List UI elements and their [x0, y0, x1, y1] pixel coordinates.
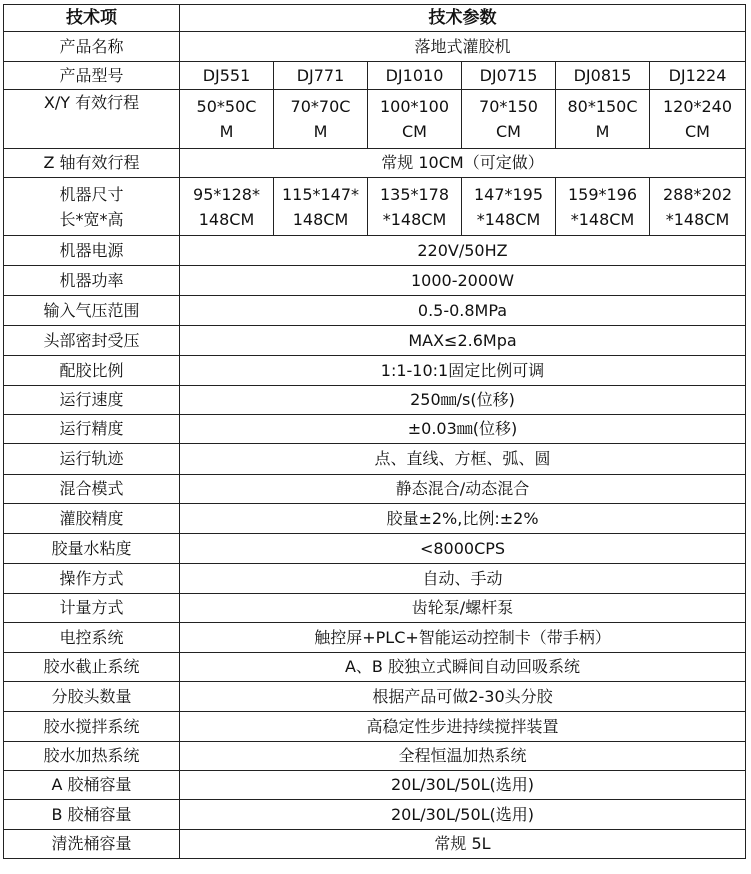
- spec-value: A、B 胶独立式瞬间自动回吸系统: [180, 653, 746, 682]
- product-name-row: [4, 32, 746, 62]
- model-cell: DJ1224: [650, 62, 746, 90]
- spec-row: [4, 386, 746, 415]
- machine-size-cell: [556, 178, 650, 236]
- xy-stroke-row: [4, 90, 746, 149]
- spec-label: 运行精度: [4, 415, 180, 444]
- spec-label: 清洗桶容量: [4, 830, 180, 859]
- machine-size-label-line: 长*宽*高: [59, 209, 124, 229]
- xy-stroke-line: 120*240: [662, 97, 733, 116]
- spec-label: 电控系统: [4, 623, 180, 653]
- spec-row: [4, 236, 746, 266]
- xy-stroke-line: M: [313, 122, 328, 141]
- spec-label: 胶量水粘度: [4, 534, 180, 564]
- xy-stroke-line: 70*150: [479, 97, 538, 116]
- machine-size-cell: [180, 178, 274, 236]
- machine-size-row: [4, 178, 746, 236]
- xy-stroke-line: M: [219, 122, 234, 141]
- machine-size-line: 135*178: [379, 184, 450, 204]
- xy-stroke-cell: [556, 90, 650, 149]
- spec-label: 输入气压范围: [4, 296, 180, 326]
- z-stroke-label: Z 轴有效行程: [4, 149, 180, 178]
- product-name-value: 落地式灌胶机: [180, 32, 746, 62]
- spec-value: 胶量±2%,比例:±2%: [180, 504, 746, 534]
- spec-row: [4, 415, 746, 444]
- spec-table: [3, 4, 746, 859]
- spec-label: 胶水搅拌系统: [4, 712, 180, 742]
- product-name-label: 产品名称: [4, 32, 180, 62]
- spec-row: [4, 742, 746, 771]
- spec-value: 1:1-10:1固定比例可调: [180, 356, 746, 386]
- z-stroke-value: 常规 10CM（可定做）: [180, 149, 746, 178]
- spec-label: 混合模式: [4, 475, 180, 504]
- model-cell: DJ0815: [556, 62, 650, 90]
- spec-label: 运行轨迹: [4, 444, 180, 475]
- spec-value: MAX≤2.6Mpa: [180, 326, 746, 356]
- spec-value: 20L/30L/50L(选用): [180, 771, 746, 800]
- spec-label: 操作方式: [4, 564, 180, 594]
- spec-label: 计量方式: [4, 594, 180, 623]
- spec-value: 1000-2000W: [180, 266, 746, 296]
- spec-value: ±0.03㎜(位移): [180, 415, 746, 444]
- xy-stroke-line: CM: [685, 122, 710, 141]
- spec-row: [4, 771, 746, 800]
- machine-size-cell: [368, 178, 462, 236]
- spec-row: [4, 444, 746, 475]
- spec-label: 配胶比例: [4, 356, 180, 386]
- spec-value: 250㎜/s(位移): [180, 386, 746, 415]
- header-item-cell: 技术项: [4, 5, 180, 32]
- spec-label: 胶水加热系统: [4, 742, 180, 771]
- model-cell: DJ0715: [462, 62, 556, 90]
- spec-value: <8000CPS: [180, 534, 746, 564]
- machine-size-cell: [274, 178, 368, 236]
- xy-stroke-line: CM: [402, 122, 427, 141]
- spec-value: 根据产品可做2-30头分胶: [180, 682, 746, 712]
- machine-size-cell: [650, 178, 746, 236]
- spec-label: 分胶头数量: [4, 682, 180, 712]
- spec-row: [4, 326, 746, 356]
- xy-stroke-cell: [274, 90, 368, 149]
- xy-stroke-cell: [180, 90, 274, 149]
- spec-row: [4, 266, 746, 296]
- spec-value: 高稳定性步进持续搅拌装置: [180, 712, 746, 742]
- spec-value: 常规 5L: [180, 830, 746, 859]
- spec-label: 胶水截止系统: [4, 653, 180, 682]
- spec-value: 静态混合/动态混合: [180, 475, 746, 504]
- spec-label: B 胶桶容量: [4, 800, 180, 830]
- machine-size-line: 148CM: [292, 209, 349, 229]
- spec-value: 齿轮泵/螺杆泵: [180, 594, 746, 623]
- machine-size-label: [4, 178, 180, 236]
- xy-stroke-line: 80*150C: [567, 97, 638, 116]
- spec-row: [4, 356, 746, 386]
- model-cell: DJ551: [180, 62, 274, 90]
- spec-row: [4, 534, 746, 564]
- machine-size-line: 115*147*: [281, 184, 360, 204]
- z-stroke-row: [4, 149, 746, 178]
- machine-size-line: 288*202: [662, 184, 733, 204]
- spec-label: 机器功率: [4, 266, 180, 296]
- spec-row: [4, 653, 746, 682]
- spec-value: 点、直线、方框、弧、圆: [180, 444, 746, 475]
- xy-stroke-line: CM: [496, 122, 521, 141]
- machine-size-cell: [462, 178, 556, 236]
- spec-label: 运行速度: [4, 386, 180, 415]
- xy-stroke-label: X/Y 有效行程: [4, 90, 180, 149]
- xy-stroke-line: 50*50C: [196, 97, 257, 116]
- machine-size-line: *148CM: [476, 209, 541, 229]
- spec-label: 头部密封受压: [4, 326, 180, 356]
- spec-row: [4, 800, 746, 830]
- machine-size-line: 148CM: [198, 209, 255, 229]
- machine-size-label-line: 机器尺寸: [59, 184, 124, 204]
- machine-size-line: *148CM: [382, 209, 447, 229]
- spec-row: [4, 623, 746, 653]
- machine-size-line: *148CM: [570, 209, 635, 229]
- spec-row: [4, 712, 746, 742]
- machine-size-line: 159*196: [567, 184, 638, 204]
- xy-stroke-cell: [368, 90, 462, 149]
- model-row: [4, 62, 746, 90]
- spec-value: 自动、手动: [180, 564, 746, 594]
- spec-label: 机器电源: [4, 236, 180, 266]
- spec-row: [4, 564, 746, 594]
- spec-value: 触控屏+PLC+智能运动控制卡（带手柄）: [180, 623, 746, 653]
- xy-stroke-line: 100*100: [379, 97, 450, 116]
- xy-stroke-line: M: [595, 122, 610, 141]
- xy-stroke-cell: [650, 90, 746, 149]
- model-cell: DJ1010: [368, 62, 462, 90]
- machine-size-line: 95*128*: [193, 184, 260, 204]
- model-cell: DJ771: [274, 62, 368, 90]
- spec-row: [4, 504, 746, 534]
- spec-row: [4, 594, 746, 623]
- spec-row: [4, 682, 746, 712]
- spec-row: [4, 475, 746, 504]
- spec-value: 全程恒温加热系统: [180, 742, 746, 771]
- spec-label: A 胶桶容量: [4, 771, 180, 800]
- spec-row: [4, 830, 746, 859]
- spec-row: [4, 296, 746, 326]
- machine-size-line: 147*195: [473, 184, 544, 204]
- model-label: 产品型号: [4, 62, 180, 90]
- header-row: [4, 5, 746, 32]
- header-params-cell: 技术参数: [180, 5, 746, 32]
- machine-size-line: *148CM: [665, 209, 730, 229]
- xy-stroke-line: 70*70C: [290, 97, 351, 116]
- xy-stroke-cell: [462, 90, 556, 149]
- spec-value: 0.5-0.8MPa: [180, 296, 746, 326]
- spec-value: 20L/30L/50L(选用): [180, 800, 746, 830]
- spec-label: 灌胶精度: [4, 504, 180, 534]
- spec-value: 220V/50HZ: [180, 236, 746, 266]
